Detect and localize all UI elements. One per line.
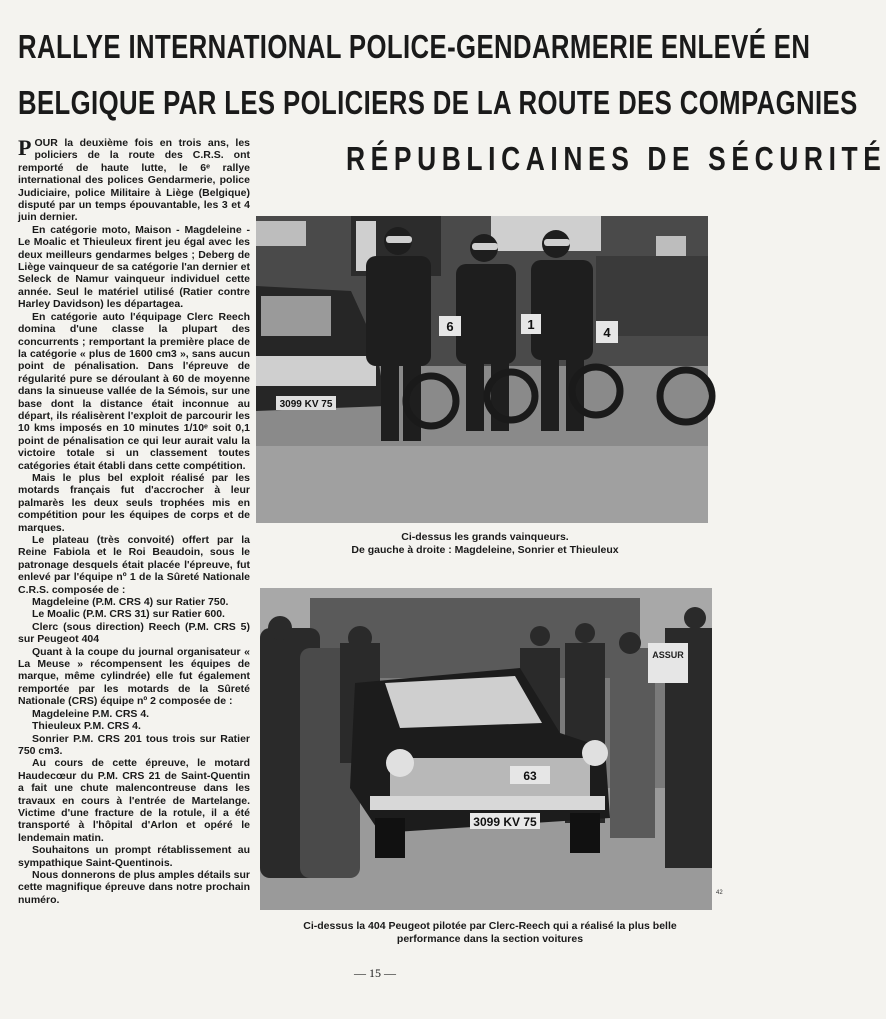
photo2-plate: 3099 KV 75 (473, 815, 537, 829)
headline-line-1: RALLYE INTERNATIONAL POLICE-GENDARMERIE ENLEVÉ EN (18, 28, 811, 65)
margin-code: 42 (716, 890, 723, 896)
article-paragraph: En catégorie moto, Maison - Magdeleine - Le Moalic et Thieuleux firent jeu égal avec les deux meilleurs gendarmes belges ; Deberg de Liège vainqueur de sa catégorie l'an dernier et Seleck de Namur vainqueur individuel cette année. Seul le matériel utilisé (Ratier contre Harley Davidson) les départagea. (18, 223, 250, 311)
photo2-sign: ASSUR (652, 650, 684, 660)
drop-cap: P (18, 135, 32, 160)
article-column (18, 137, 250, 906)
caption-line: Ci-dessus la 404 Peugeot pilotée par Clerc-Reech qui a réalisé la plus belle (303, 920, 677, 932)
article-paragraph: Thieuleux P.M. CRS 4. (32, 720, 141, 733)
headline-line-3: RÉPUBLICAINES DE SÉCURITÉ (346, 140, 886, 177)
headline-line-2: BELGIQUE PAR LES POLICIERS DE LA ROUTE DES COMPAGNIES (18, 84, 858, 121)
article-paragraph: Souhaitons un prompt rétablissement au sympathique Saint-Quentinois. (18, 844, 250, 869)
photo1-plate-4: 4 (603, 325, 611, 340)
photo-peugeot-caption (262, 920, 718, 946)
article-paragraph: Le plateau (très convoité) offert par la Reine Fabiola et le Roi Beaudoin, sous le patronage desquels était placée l'épreuve, fut enlevé par l'équipe nº 1 de la Sûreté Nationale C.R.S. composée de : (18, 534, 250, 596)
photo-winners-caption (300, 531, 670, 557)
article-paragraph: Le Moalic (P.M. CRS 31) sur Ratier 600. (32, 608, 225, 621)
page-number: — 15 — (354, 966, 396, 980)
caption-line: De gauche à droite : Magdeleine, Sonrier et Thieuleux (351, 544, 619, 556)
article-paragraph: Nous donnerons de plus amples détails sur cette magnifique épreuve dans notre prochain numéro. (18, 868, 250, 906)
article-paragraph: Magdeleine P.M. CRS 4. (32, 707, 150, 720)
article-paragraph: Mais le plus bel exploit réalisé par les motards français fut d'accrocher à leur palmarès les deux seuls trophées mis en compétition pour les équipes de corps et de marques. (18, 471, 250, 534)
photo-winners (256, 216, 708, 523)
article-paragraph: Clerc (sous direction) Reech (P.M. CRS 5) sur Peugeot 404 (18, 620, 250, 646)
photo2-number: 63 (523, 769, 537, 783)
caption-line: performance dans la section voitures (396, 933, 584, 945)
photo1-plate-1: 1 (527, 317, 535, 332)
article-paragraph: POUR la deuxième fois en trois ans, les policiers de la route des C.R.S. ont remporté de haute lutte, le 6ᵉ rallye international des polices Gendarmerie, police Judiciaire, police Militaire à Liège (Belgique) disputé par un temps épouvantable, les 3 et 4 juin dernier. (18, 135, 250, 224)
article-paragraph: Quant à la coupe du journal organisateur « La Meuse » récompensent les équipes de marque, même cylindrée) elle fut également remportée par les motards de la Sûreté Nationale (CRS) équipe nº 2 composée de : (18, 645, 250, 708)
caption-line: Ci-dessus les grands vainqueurs. (401, 531, 569, 543)
photo-peugeot-404 (260, 588, 712, 910)
article-paragraph: En catégorie auto l'équipage Clerc Reech domina d'une classe la plupart des concurrents ; remportant la première place de la catégorie « plus de 1600 cm3 », sans aucun point de pénalisation. Dans l'épreuve de régularité pure se déroulant à 60 de moyenne dans la sinueuse vallée de la Sémois, sur une base dont la distance était inconnue au départ, ils réalisèrent l'exploit de parcourir les 10 kms imposés en 10 minutes 1/10ᵉ soit 0,1 point de pénalisation ce qui leur aurait valu la victoire totale si un classement toutes catégories était établi dans cette compétition. (18, 310, 250, 472)
photo1-plate-6: 6 (446, 319, 454, 334)
article-paragraph: Magdeleine (P.M. CRS 4) sur Ratier 750. (32, 596, 229, 609)
photo1-car-plate: 3099 KV 75 (279, 399, 333, 410)
article-paragraph: Au cours de cette épreuve, le motard Haudecœur du P.M. CRS 21 de Saint-Quentin a fait une chute malencontreuse dans les travaux en cours à l'entrée de Martelange. Victime d'une fracture de la rotule, il a été transporté à l'hôpital d'Arlon et opéré le lendemain matin. (18, 757, 250, 844)
article-paragraph: Sonrier P.M. CRS 201 tous trois sur Ratier 750 cm3. (18, 732, 250, 757)
